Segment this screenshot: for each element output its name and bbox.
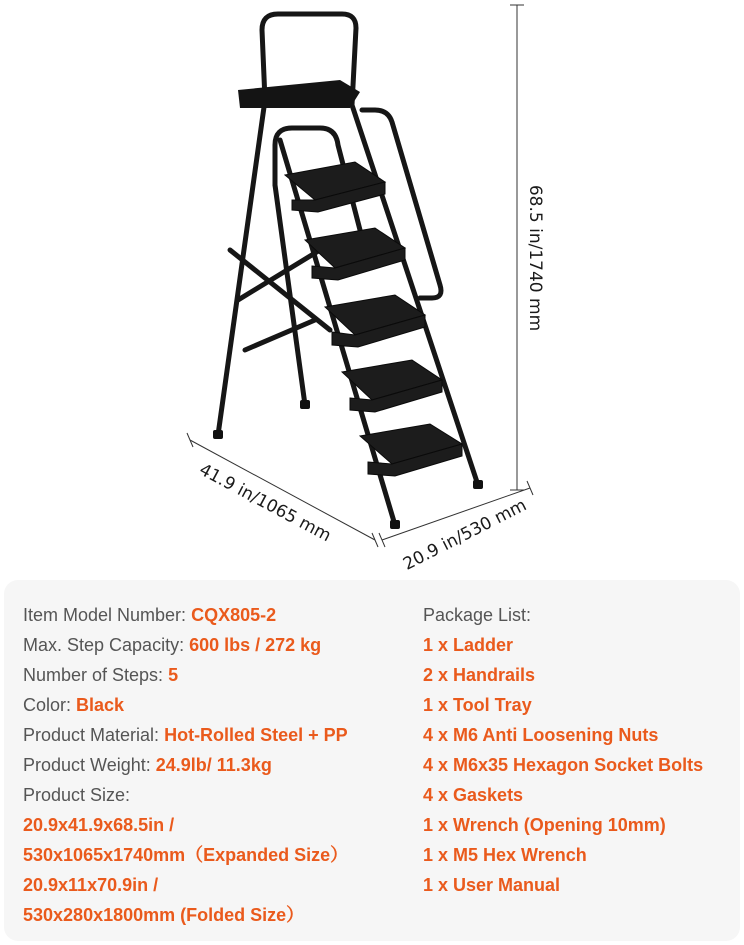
spec-value: 24.9lb/ 11.3kg [155, 755, 272, 775]
spec-label: Color: [23, 695, 72, 715]
spec-size [23, 780, 413, 810]
size-line: 20.9x11x70.9in / [23, 875, 159, 895]
specifications-column [23, 600, 413, 930]
spec-label: Item Model Number: [23, 605, 187, 625]
size-line: 20.9x41.9x68.5in / [23, 815, 175, 835]
package-item: 1 x Wrench (Opening 10mm) [423, 815, 666, 835]
spec-value: CQX805-2 [191, 605, 277, 625]
spec-color [23, 690, 413, 720]
package-item: 1 x M5 Hex Wrench [423, 845, 587, 865]
spec-capacity [23, 630, 413, 660]
spec-value: 5 [168, 665, 179, 685]
package-item: 1 x Tool Tray [423, 695, 532, 715]
spec-label: Product Material: [23, 725, 160, 745]
size-line: 530x1065x1740mm（Expanded Size） [23, 845, 349, 865]
spec-model [23, 600, 413, 630]
depth-dimension-label: 41.9 in/1065 mm [195, 459, 335, 547]
spec-material [23, 720, 413, 750]
package-list-title: Package List: [423, 605, 532, 625]
spec-steps [23, 660, 413, 690]
size-line: 530x280x1800mm (Folded Size） [23, 905, 305, 925]
package-item: 4 x M6x35 Hexagon Socket Bolts [423, 755, 704, 775]
package-item: 1 x Ladder [423, 635, 514, 655]
height-dimension-label: 68.5 in/1740 mm [525, 184, 545, 332]
spec-label: Max. Step Capacity: [23, 635, 185, 655]
package-list-column [423, 600, 738, 900]
package-item: 4 x M6 Anti Loosening Nuts [423, 725, 659, 745]
spec-value: Black [76, 695, 125, 715]
spec-label: Number of Steps: [23, 665, 164, 685]
package-item: 2 x Handrails [423, 665, 536, 685]
width-dimension-label: 20.9 in/530 mm [400, 495, 530, 575]
spec-value: 600 lbs / 272 kg [189, 635, 322, 655]
spec-weight [23, 750, 413, 780]
spec-value: Hot-Rolled Steel + PP [164, 725, 348, 745]
spec-panel [4, 580, 740, 941]
spec-label: Product Weight: [23, 755, 151, 775]
package-item: 1 x User Manual [423, 875, 561, 895]
spec-label: Product Size: [23, 785, 131, 805]
package-item: 4 x Gaskets [423, 785, 524, 805]
